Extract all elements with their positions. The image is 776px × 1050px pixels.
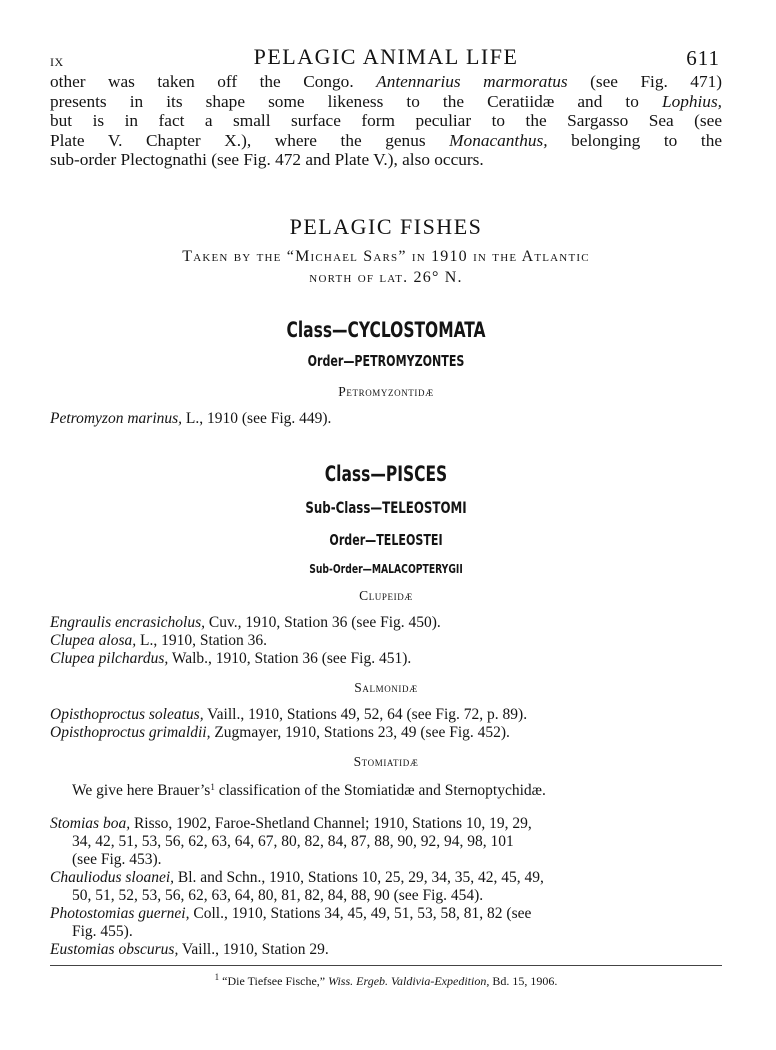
genus-name: Monacanthus, (449, 130, 548, 150)
class-heading: Class—CYCLOSTOMATA (286, 317, 486, 342)
species-entry (50, 650, 722, 668)
species-name: Antennarius marmoratus (376, 72, 568, 91)
species-name: Opisthoproctus grimaldii, (50, 723, 211, 741)
text-span: We give here Brauer’s (72, 781, 211, 799)
footnote (50, 972, 722, 989)
species-details: Zugmayer, 1910, Stations 23, 49 (see Fig. 452). (210, 723, 510, 741)
running-title: PELAGIC ANIMAL LIFE (253, 44, 519, 69)
intro-line (50, 92, 722, 112)
species-entry (50, 632, 722, 650)
classification-note (50, 778, 722, 800)
text-span: belonging to the (571, 130, 722, 150)
text-span: “Die Tiefsee Fische,” (219, 974, 329, 989)
species-name: Engraulis encrasicholus, (50, 613, 205, 631)
publication-title: Wiss. Ergeb. Valdivia-Expedition, (328, 974, 490, 989)
section-title: PELAGIC FISHES (289, 213, 483, 239)
entry-first-line (50, 941, 722, 959)
page-number: 611 (686, 46, 720, 70)
text-span: classification of the Stomiatidæ and Sternoptychidæ. (214, 781, 546, 799)
intro-paragraph (50, 72, 722, 170)
species-details: Cuv., 1910, Station 36 (see Fig. 450). (205, 613, 441, 631)
entry-continuation: 34, 42, 51, 53, 56, 62, 63, 64, 67, 80, 82, 84, 87, 88, 90, 92, 94, 98, 101 (72, 833, 514, 851)
text-span: other was taken off the Congo. (50, 72, 354, 91)
entry-continuation: (see Fig. 453). (72, 851, 162, 869)
footnote-divider (50, 965, 722, 966)
subclass-heading: Sub-Class—TELEOSTOMI (305, 497, 467, 517)
species-list (50, 614, 722, 668)
species-details: Bl. and Schn., 1910, Stations 10, 25, 29, 34, 35, 42, 45, 49, (174, 869, 544, 887)
section-subtitle-line: north of lat. 26° N. (309, 268, 463, 286)
species-list (50, 410, 722, 428)
family-heading: Clupeidæ (359, 587, 413, 603)
family-heading: Stomiatidæ (353, 753, 419, 769)
entry-first-line (50, 905, 722, 923)
entry-continuation: Fig. 455). (72, 923, 133, 941)
entry-continuation: 50, 51, 52, 53, 56, 62, 63, 64, 80, 81, 82, 84, 88, 90 (see Fig. 454). (72, 887, 484, 905)
species-name: Chauliodus sloanei, (50, 869, 175, 887)
species-entry (50, 941, 722, 959)
class-heading: Class—PISCES (324, 461, 448, 486)
intro-line (50, 131, 722, 151)
section-subtitle (50, 246, 722, 288)
species-name: Opisthoproctus soleatus, (50, 705, 204, 723)
footnote-marker: 1 (210, 781, 215, 792)
species-entry (50, 614, 722, 632)
chapter-signature: IX (50, 55, 64, 69)
intro-line (50, 72, 722, 92)
text-span: Plate V. Chapter X.), where the genus (50, 130, 426, 150)
species-details: Risso, 1902, Faroe-Shetland Channel; 1910, Stations 10, 19, 29, (130, 815, 532, 833)
order-heading: Order—TELEOSTEI (329, 530, 443, 549)
genus-name: Lophius, (661, 91, 722, 111)
species-details: L., 1910, Station 36. (136, 631, 268, 649)
species-entry (50, 869, 722, 905)
species-details: L., 1910 (see Fig. 449). (182, 409, 332, 427)
species-entry (50, 815, 722, 869)
species-list (50, 706, 722, 742)
species-entry (50, 905, 722, 941)
species-details: Vaill., 1910, Station 29. (178, 941, 329, 959)
intro-line: sub-order Plectognathi (see Fig. 472 and Plate V.), also occurs. (50, 150, 484, 170)
order-heading: Order—PETROMYZONTES (307, 351, 465, 370)
species-entry (50, 706, 722, 724)
species-details: Coll., 1910, Stations 34, 45, 49, 51, 53, 58, 81, 82 (see (189, 905, 532, 923)
text-span: presents in its shape some likeness to the Ceratiidæ and to (50, 91, 639, 111)
entry-first-line (50, 869, 722, 887)
species-list (50, 815, 722, 959)
section-subtitle-line: Taken by the “Michael Sars” in 1910 in the Atlantic (182, 247, 590, 265)
footnote-marker: 1 (214, 972, 220, 983)
document-page (50, 40, 722, 989)
species-name: Petromyzon marinus, (50, 409, 183, 427)
species-name: Stomias boa, (50, 815, 131, 833)
family-heading: Petromyzontidæ (338, 383, 434, 399)
suborder-heading: Sub-Order—MALACOPTERYGII (309, 560, 463, 576)
species-entry (50, 724, 722, 742)
page-header (50, 40, 722, 72)
entry-first-line (50, 815, 722, 833)
species-name: Clupea pilchardus, (50, 649, 169, 667)
species-details: Walb., 1910, Station 36 (see Fig. 451). (168, 649, 412, 667)
species-details: Vaill., 1910, Stations 49, 52, 64 (see Fig. 72, p. 89). (203, 705, 528, 723)
text-span: (see Fig. 471) (590, 72, 722, 91)
intro-line: but is in fact a small surface form peculiar to the Sargasso Sea (see (50, 111, 722, 131)
text-span: Bd. 15, 1906. (489, 974, 558, 989)
species-entry (50, 410, 722, 428)
species-name: Photostomias guernei, (50, 905, 190, 923)
family-heading: Salmonidæ (354, 679, 418, 695)
species-name: Eustomias obscurus, (50, 941, 179, 959)
species-name: Clupea alosa, (50, 631, 137, 649)
